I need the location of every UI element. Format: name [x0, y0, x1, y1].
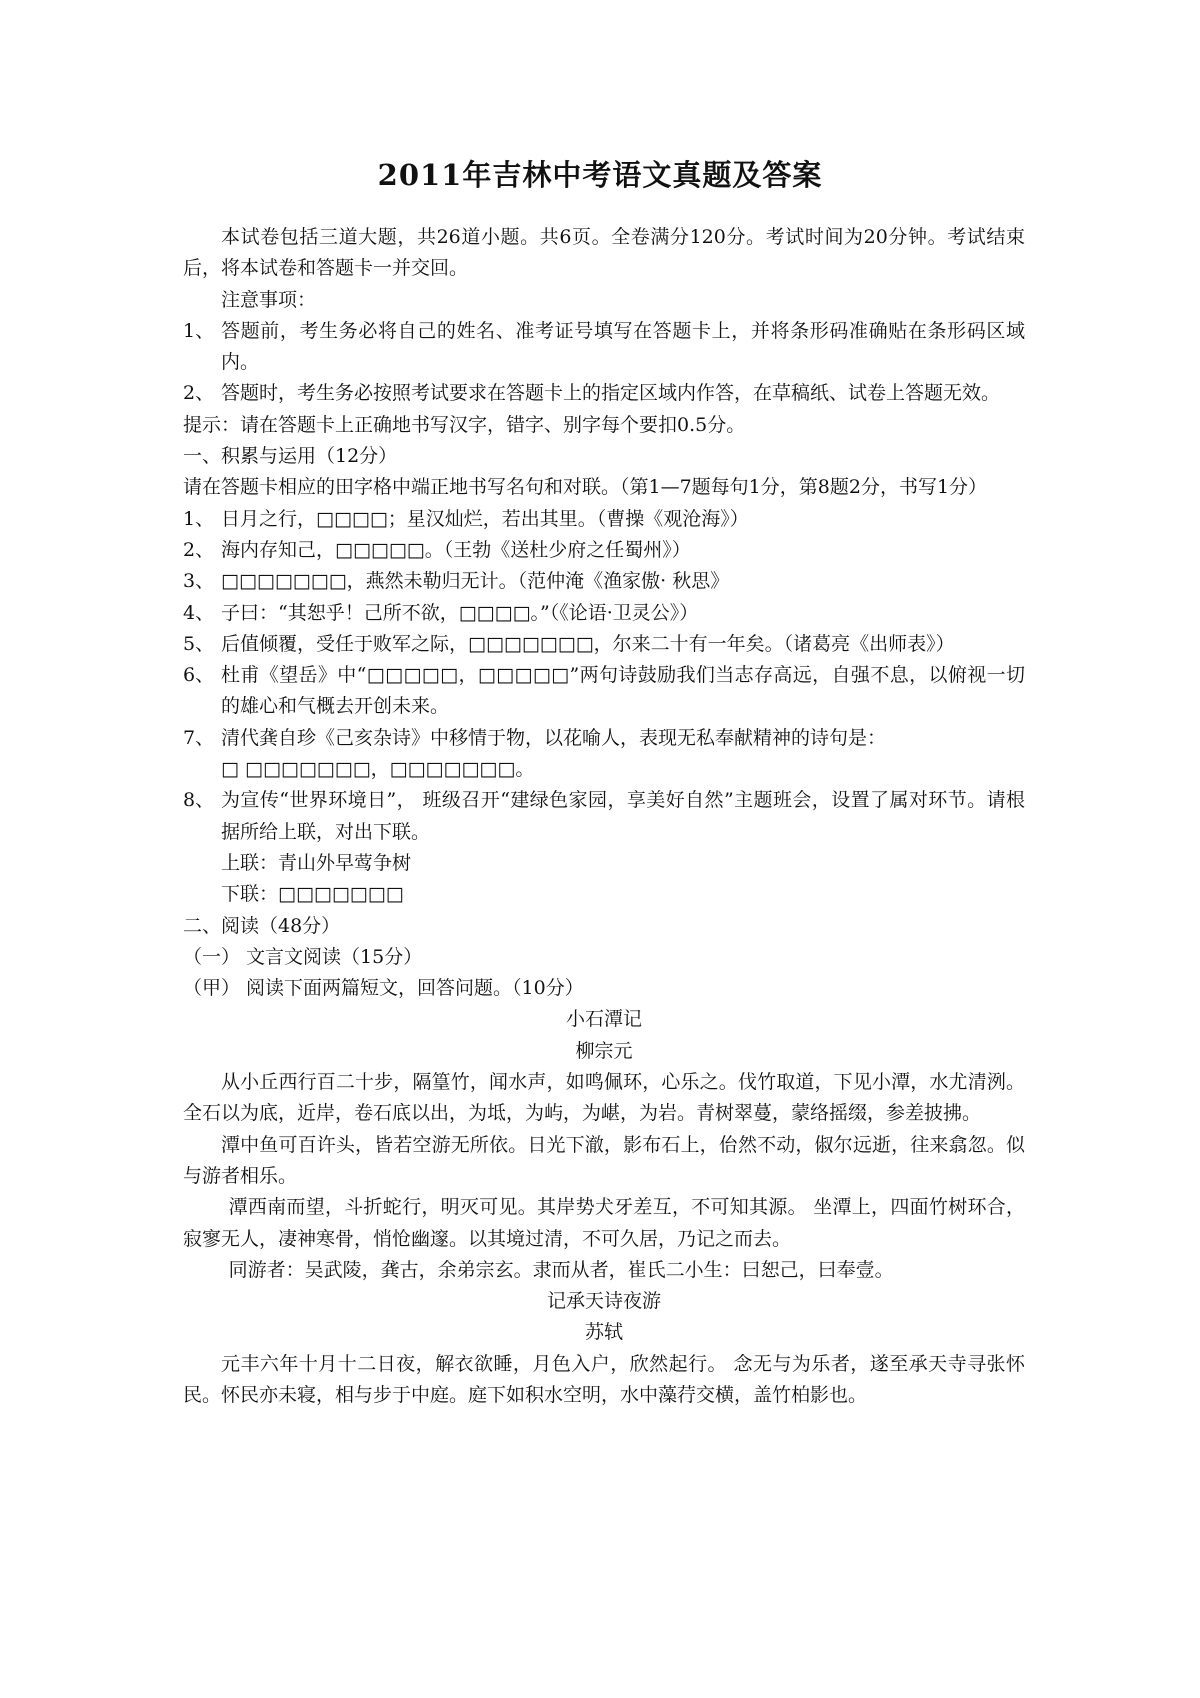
question-text: 清代龚自珍《己亥杂诗》中移情于物，以花喻人，表现无私奉献精神的诗句是： — [221, 726, 887, 749]
question-number: 2、 — [183, 538, 215, 561]
question-number: 3、 — [183, 570, 215, 593]
intro-paragraph: 本试卷包括三道大题，共26道小题。共6页。全卷满分120分。考试时间为20分钟。考试结束后，将本试卷和答题卡一并交回。 — [183, 226, 1025, 280]
couplet-lower: 下联：□□□□□□□ — [221, 883, 404, 906]
note-text: 答题前，考生务必将自己的姓名、准考证号填写在答题卡上，并将条形码准确贴在条形码区域内。 — [221, 319, 1025, 374]
question-number: 7、 — [183, 726, 215, 749]
essay-author: 柳宗元 — [575, 1039, 633, 1062]
question-text: 杜甫《望岳》中“□□□□□，□□□□□”两句诗鼓励我们当志存高远，自强不息，以俯视一切的雄心和气概去开创未来。 — [221, 664, 1025, 718]
question-item — [183, 629, 1025, 660]
note-number: 2、 — [183, 382, 215, 405]
question-item — [183, 723, 1025, 754]
note-item — [183, 316, 1025, 379]
essay-title: 小石潭记 — [565, 1008, 642, 1031]
note-number: 1、 — [183, 319, 215, 342]
note-text: 答题时，考生务必按照考试要求在答题卡上的指定区域内作答，在草稿纸、试卷上答题无效。 — [221, 382, 1001, 405]
question-text: □□□□□□□，燕然未勒归无计。（范仲淹《渔家傲· 秋思》 — [221, 570, 730, 593]
question-item — [183, 785, 1025, 848]
document-body — [183, 222, 1025, 1411]
question-text: 子曰：“其恕乎！己所不欲，□□□□。”（《论语·卫灵公》） — [221, 601, 699, 624]
essay-author: 苏轼 — [584, 1321, 623, 1344]
question-number: 6、 — [183, 664, 215, 687]
question-text: 日月之行，□□□□；星汉灿烂，若出其里。（曹操《观沧海》） — [221, 507, 749, 530]
question-number: 5、 — [183, 632, 215, 655]
essay-paragraph: 从小丘西行百二十步，隔篁竹，闻水声，如鸣佩环，心乐之。伐竹取道，下见小潭，水尤清洌。全石以为底，近岸，卷石底以出，为坻，为屿，为嵁，为岩。青树翠蔓，蒙络摇缀，参差披拂。 — [183, 1071, 1025, 1125]
section-instruction: 请在答题卡相应的田字格中端正地书写名句和对联。（第1—7题每句1分，第8题2分，书写1分） — [183, 476, 988, 499]
question-text: 后值倾覆，受任于败军之际，□□□□□□□，尔来二十有一年矣。（诸葛亮《出师表》） — [221, 632, 955, 655]
question-item — [183, 660, 1025, 723]
question-text: 为宣传“世界环境日”， 班级召开“建绿色家园，享美好自然”主题班会，设置了属对环节。请根据所给上联，对出下联。 — [221, 789, 1025, 843]
section-heading: 一、积累与运用（12分） — [183, 445, 398, 468]
question-item — [183, 504, 1025, 535]
couplet-upper: 上联：青山外早莺争树 — [221, 851, 412, 874]
notes-heading: 注意事项： — [221, 288, 317, 311]
question-item — [183, 566, 1025, 597]
note-item — [183, 378, 1025, 409]
document-title: 2011年吉林中考语文真题及答案 — [377, 158, 823, 192]
question-number: 1、 — [183, 507, 215, 530]
hint-text: 提示：请在答题卡上正确地书写汉字，错字、别字每个要扣0.5分。 — [183, 413, 746, 436]
essay-paragraph: 元丰六年十月十二日夜，解衣欲睡，月色入户，欣然起行。 念无与为乐者，遂至承天寺寻张怀民。怀民亦未寝，相与步于中庭。庭下如积水空明，水中藻荇交横，盖竹柏影也。 — [183, 1352, 1025, 1406]
subsection-heading: （一） 文言文阅读（15分） — [183, 945, 423, 968]
subsection-heading: （甲） 阅读下面两篇短文，回答问题。（10分） — [183, 977, 584, 1000]
question-number: 4、 — [183, 601, 215, 624]
essay-paragraph: 同游者：吴武陵，龚古，余弟宗玄。隶而从者，崔氏二小生：曰恕己，曰奉壹。 — [228, 1258, 894, 1281]
essay-title: 记承天诗夜游 — [546, 1290, 661, 1313]
answer-blank: □ □□□□□□□，□□□□□□□。 — [221, 758, 535, 781]
section-heading: 二、阅读（48分） — [183, 914, 341, 937]
question-item — [183, 598, 1025, 629]
question-text: 海内存知己，□□□□□。（王勃《送杜少府之任蜀州》） — [221, 538, 691, 561]
question-number: 8、 — [183, 789, 215, 812]
question-item — [183, 535, 1025, 566]
essay-paragraph: 潭中鱼可百许头，皆若空游无所依。日光下澈，影布石上，佁然不动，俶尔远逝，往来翕忽。似与游者相乐。 — [183, 1133, 1025, 1187]
essay-paragraph: 潭西南而望，斗折蛇行，明灭可见。其岸势犬牙差互，不可知其源。 坐潭上，四面竹树环合，寂寥无人，凄神寒骨，悄怆幽邃。以其境过清，不可久居，乃记之而去。 — [183, 1196, 1025, 1250]
